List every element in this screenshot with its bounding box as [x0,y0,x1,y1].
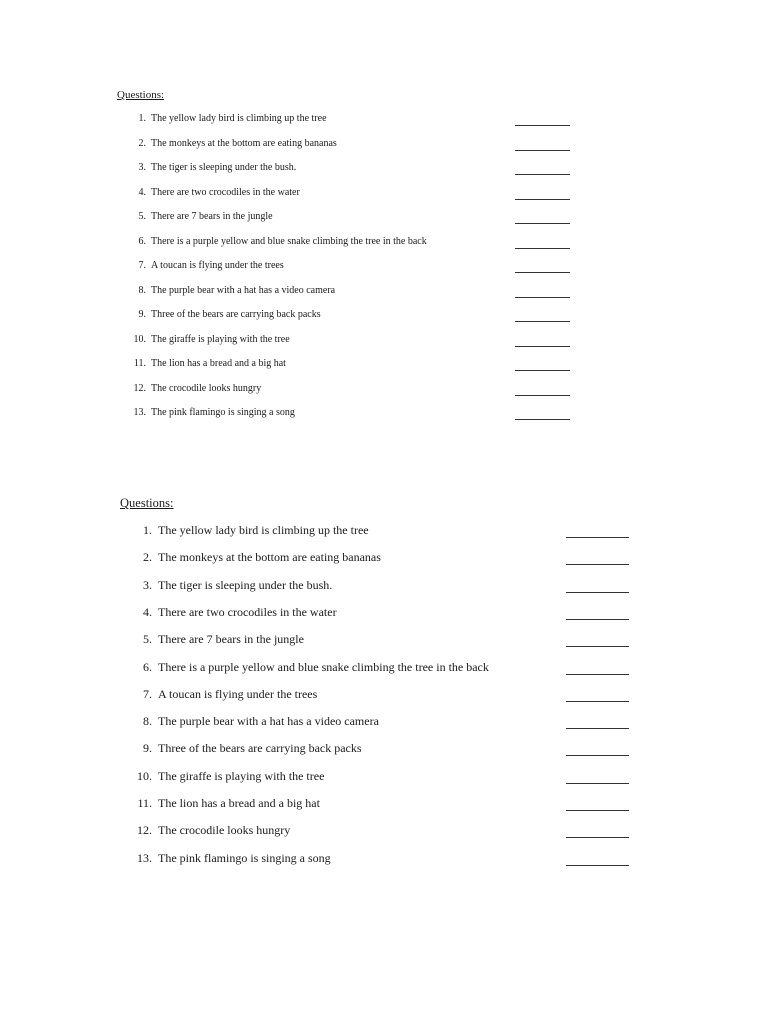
question-text: The giraffe is playing with the tree [151,333,290,345]
question-number: 2. [143,550,152,565]
answer-blank[interactable] [515,272,570,273]
answer-blank[interactable] [566,646,629,647]
question-number: 2. [138,137,146,149]
answer-blank[interactable] [566,728,629,729]
question-row [0,211,768,229]
question-number: 1. [143,523,152,537]
question-text: The yellow lady bird is climbing up the tree [151,113,327,124]
answer-blank[interactable] [566,564,629,565]
question-number: 9. [143,741,152,756]
section-heading: Questions: [117,89,165,101]
question-number: 5. [143,632,152,647]
question-row [0,660,768,680]
question-row [0,823,768,843]
question-text: The tiger is sleeping under the bush. [151,162,297,173]
question-row [0,550,768,570]
question-number: 8. [143,714,152,729]
section-heading: Questions: [120,496,174,510]
question-row [0,407,768,425]
question-text: There are two crocodiles in the water [151,186,300,198]
question-text: The yellow lady bird is climbing up the tree [158,523,369,537]
question-text: A toucan is flying under the trees [158,686,318,701]
question-row [0,334,768,352]
answer-blank[interactable] [566,701,629,702]
question-number: 10. [137,768,152,783]
answer-blank[interactable] [566,783,629,784]
question-row [0,714,768,734]
question-row [0,383,768,401]
answer-blank[interactable] [566,810,629,811]
answer-blank[interactable] [515,297,570,298]
question-number: 10. [133,333,146,345]
question-text: The tiger is sleeping under the bush. [158,577,333,592]
question-number: 6. [143,659,152,674]
question-row [0,358,768,376]
question-text: There are 7 bears in the jungle [151,211,273,222]
question-number: 12. [137,823,152,838]
question-row [0,769,768,789]
question-text: Three of the bears are carrying back packs [151,309,321,320]
question-row [0,236,768,254]
answer-blank[interactable] [566,865,629,866]
question-text: There is a purple yellow and blue snake climbing the tree in the back [158,659,489,674]
answer-blank[interactable] [566,592,629,593]
question-text: The giraffe is playing with the tree [158,768,325,783]
question-text: The lion has a bread and a big hat [151,358,286,369]
answer-blank[interactable] [515,395,570,396]
question-text: A toucan is flying under the trees [151,260,284,271]
answer-blank[interactable] [515,223,570,224]
answer-blank[interactable] [515,346,570,347]
question-number: 3. [143,577,152,592]
question-row [0,187,768,205]
question-number: 11. [137,796,152,810]
question-number: 12. [133,382,146,394]
answer-blank[interactable] [566,537,629,538]
question-row [0,162,768,180]
question-row [0,309,768,327]
question-number: 8. [138,284,146,296]
question-row [0,138,768,156]
question-text: There is a purple yellow and blue snake climbing the tree in the back [151,235,427,247]
question-number: 13. [133,407,146,418]
question-text: The purple bear with a hat has a video camera [151,284,336,296]
question-row [0,741,768,761]
question-row [0,523,768,543]
question-number: 4. [143,604,152,619]
question-row [0,578,768,598]
question-row [0,851,768,871]
question-row [0,260,768,278]
question-number: 11. [133,358,146,369]
question-number: 13. [137,850,152,865]
question-row [0,605,768,625]
question-row [0,285,768,303]
answer-blank[interactable] [515,419,570,420]
answer-blank[interactable] [566,755,629,756]
answer-blank[interactable] [515,199,570,200]
answer-blank[interactable] [566,837,629,838]
question-number: 4. [138,186,146,198]
answer-blank[interactable] [515,174,570,175]
answer-blank[interactable] [515,248,570,249]
question-row [0,687,768,707]
question-text: There are two crocodiles in the water [158,604,337,619]
answer-blank[interactable] [566,619,629,620]
question-number: 6. [138,235,146,247]
question-text: The crocodile looks hungry [151,382,262,394]
question-text: The pink flamingo is singing a song [151,407,295,418]
answer-blank[interactable] [515,125,570,126]
question-text: The monkeys at the bottom are eating bananas [151,137,337,149]
question-number: 3. [138,162,146,173]
question-text: The crocodile looks hungry [158,823,291,838]
question-text: The purple bear with a hat has a video camera [158,714,379,729]
question-number: 1. [138,113,146,124]
question-text: The lion has a bread and a big hat [158,796,320,810]
answer-blank[interactable] [566,674,629,675]
answer-blank[interactable] [515,370,570,371]
answer-blank[interactable] [515,321,570,322]
question-text: The pink flamingo is singing a song [158,850,331,865]
question-number: 9. [138,309,146,320]
question-text: There are 7 bears in the jungle [158,632,304,647]
question-number: 7. [138,260,146,271]
question-row [0,113,768,131]
question-row [0,796,768,816]
question-text: The monkeys at the bottom are eating bananas [158,550,381,565]
question-number: 7. [143,686,152,701]
answer-blank[interactable] [515,150,570,151]
question-text: Three of the bears are carrying back packs [158,741,362,756]
question-row [0,632,768,652]
question-number: 5. [138,211,146,222]
